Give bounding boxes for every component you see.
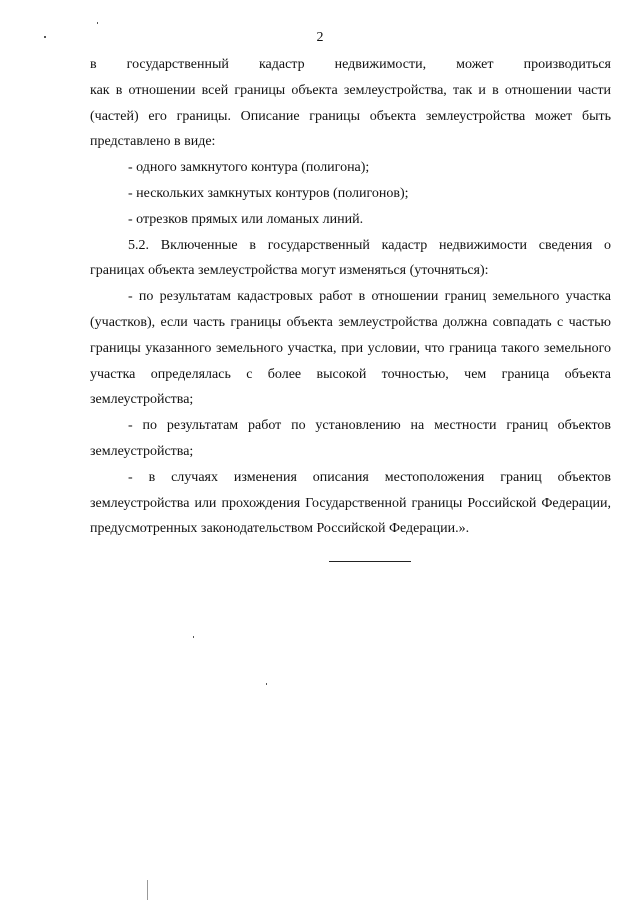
scan-speck (97, 22, 98, 24)
paragraph-continuation-line: в государственный кадастр недвижимости, может производиться (90, 57, 611, 72)
document-body (90, 52, 611, 542)
scan-speck (266, 683, 267, 685)
list-item-single-contour: - одного замкнутого контура (полигона); (128, 160, 370, 176)
scan-speck (147, 880, 148, 900)
scan-speck (44, 36, 46, 38)
list-item-boundary-establishment: - по результатам работ по установлению на местности границ объектов землеустройства; (90, 418, 611, 459)
list-item-line-segments: - отрезков прямых или ломаных линий. (128, 211, 364, 227)
page-number: 2 (316, 30, 324, 45)
scan-speck (193, 636, 194, 638)
list-item-cadastral-works: - по результатам кадастровых работ в отношении границ земельного участка (участков), если часть границы объекта землеустройства должна совпадать с частью границы указанного земельного участка, при условии, что граница такого земельного участка определялась с более высокой точностью, чем граница объекта землеустройства; (90, 289, 611, 408)
paragraph-continuation: как в отношении всей границы объекта землеустройства, так и в отношении части (частей) его границы. Описание границы объекта землеустройства может быть представлено в виде: (90, 82, 611, 150)
list-item-state-border-changes: - в случаях изменения описания местоположения границ объектов землеустройства или прохождения Государственной границы Российской Федерации, предусмотренных законодательством Российской Федерации.». (90, 469, 611, 537)
paragraph-5-2: 5.2. Включенные в государственный кадастр недвижимости сведения о границах объекта землеустройства могут изменяться (уточняться): (90, 237, 611, 279)
list-item-multiple-contours: - нескольких замкнутых контуров (полигонов); (128, 185, 409, 201)
end-separator-line (329, 561, 411, 562)
